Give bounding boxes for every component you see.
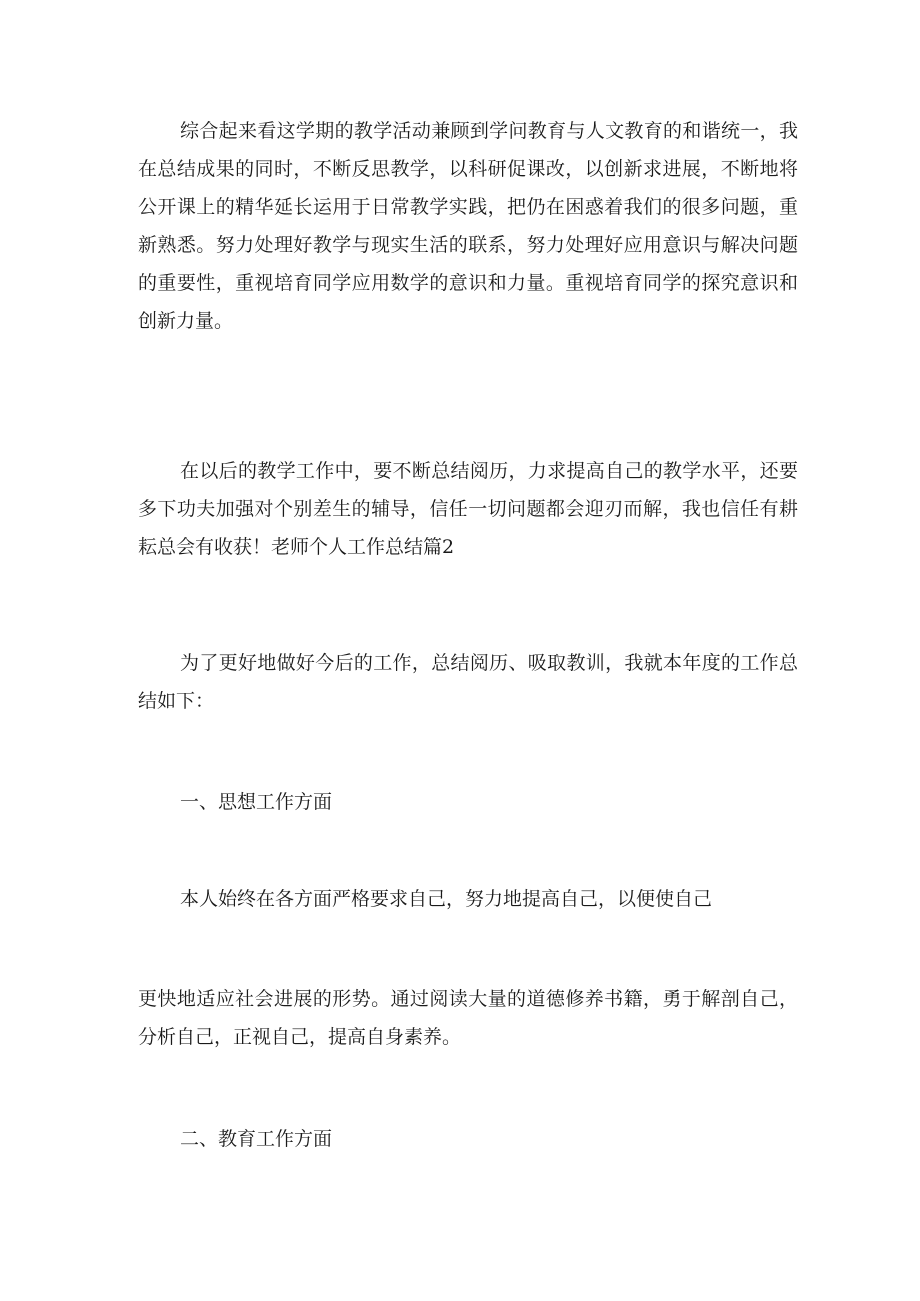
- paragraph-ideology-start: 本人始终在各方面严格要求自己，努力地提高自己，以便使自己: [180, 888, 713, 910]
- paragraph-intro: 为了更好地做好今后的工作，总结阅历、吸取教训，我就本年度的工作总结如下：: [138, 652, 798, 712]
- section-heading-ideology: 一、思想工作方面: [180, 791, 333, 813]
- section-heading-education: 二、教育工作方面: [180, 1128, 333, 1150]
- paragraph-future-work: 在以后的教学工作中，要不断总结阅历，力求提高自己的教学水平，还要多下功夫加强对个别差生的辅导，信任一切问题都会迎刃而解，我也信任有耕耘总会有收获！老师个人工作总结篇2: [138, 460, 798, 558]
- paragraph-summary: 综合起来看这学期的教学活动兼顾到学问教育与人文教育的和谐统一，我在总结成果的同时，不断反思教学，以科研促课改，以创新求进展，不断地将公开课上的精华延长运用于日常教学实践，把仍在困惑着我们的很多问题，重新熟悉。努力处理好教学与现实生活的联系，努力处理好应用意识与解决问题的重要性，重视培育同学应用数学的意识和力量。重视培育同学的探究意识和创新力量。: [138, 120, 798, 332]
- paragraph-ideology-continued: 更快地适应社会进展的形势。通过阅读大量的道德修养书籍，勇于解剖自己，分析自己，正视自己，提高自身素养。: [138, 988, 798, 1048]
